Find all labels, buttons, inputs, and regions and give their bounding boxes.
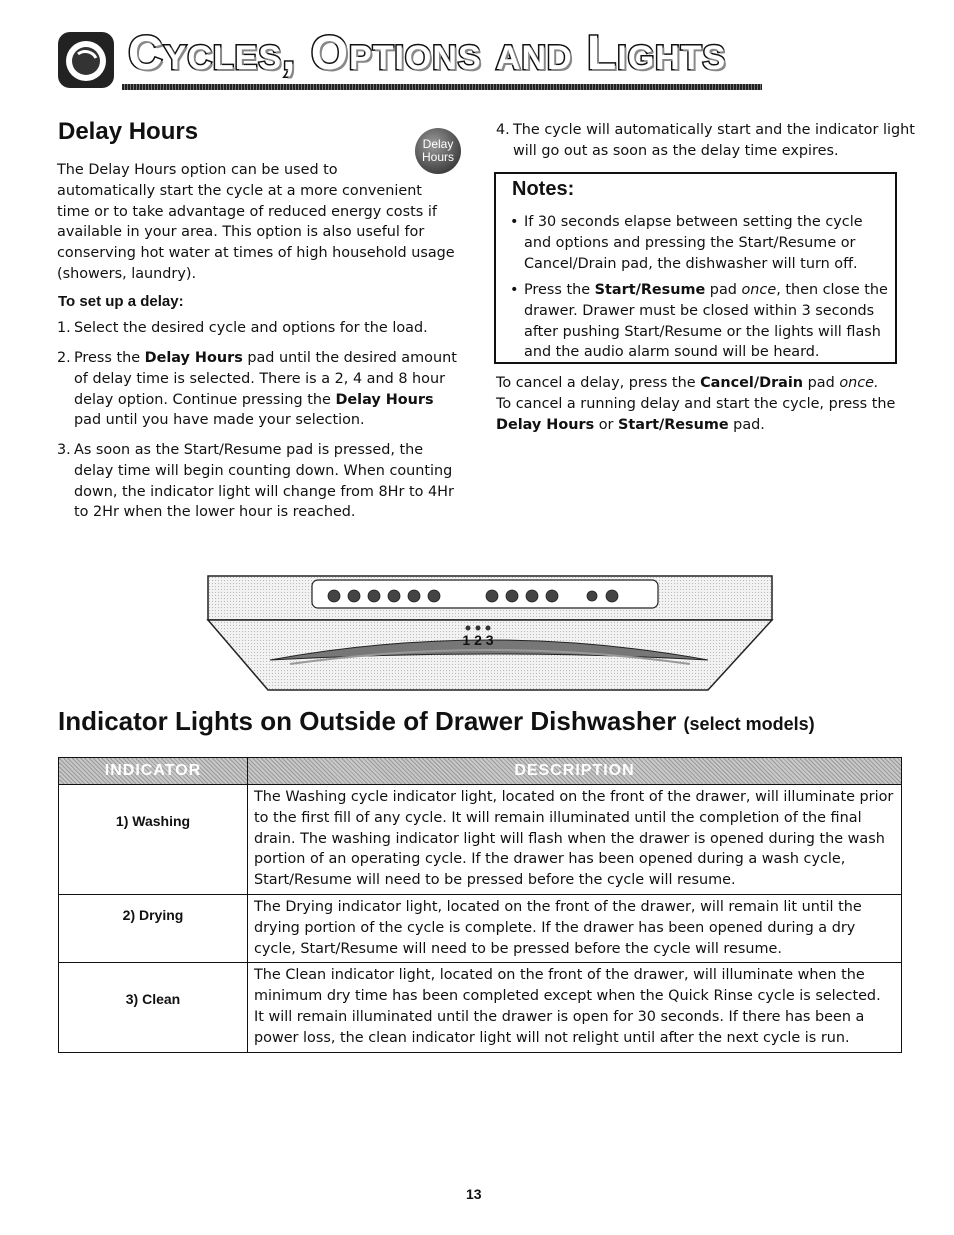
badge-line-2: Hours xyxy=(421,150,454,164)
indicator-name: 2) Drying xyxy=(59,894,248,962)
step-text-part: pad until you have made your selection. xyxy=(74,412,365,429)
indicator-title-text: Indicator Lights on Outside of Drawer Dishwasher xyxy=(58,706,677,736)
indicator-name: 3) Clean xyxy=(59,963,248,1052)
step-3 xyxy=(57,440,457,523)
step-number: 2. xyxy=(57,350,71,366)
step-text xyxy=(74,348,457,431)
step-text-bold: Delay Hours xyxy=(144,350,243,366)
indicator-lights-table xyxy=(58,757,902,1053)
bullet: • xyxy=(510,282,519,298)
indicator-lights-heading xyxy=(58,706,815,737)
section-icon xyxy=(56,30,116,90)
step-text: Select the desired cycle and options for the load. xyxy=(74,320,428,336)
cancel-delay-paragraph xyxy=(496,373,896,435)
note-text-part: , then close the drawer. Drawer must be closed within 3 seconds after pushing Start/Resume or the lights will flash and the audio alarm sound will be heard. xyxy=(524,282,888,361)
cancel-text-part: To cancel a running delay and start the cycle, press the xyxy=(496,395,896,412)
cancel-text-part: To cancel a delay, press the xyxy=(496,375,701,391)
intro-rest: automatically start the cycle at a more convenient time or to take advantage of reduced energy costs if available in your area. This option is also useful for conserving hot water at times of high household usage (showers, laundry). xyxy=(57,182,455,282)
step-number: 4. xyxy=(496,122,510,138)
cancel-text-part: pad. xyxy=(728,416,765,433)
delay-hours-intro xyxy=(57,160,457,285)
cancel-text-part: pad xyxy=(803,375,840,391)
note-item xyxy=(510,280,890,363)
title-rule xyxy=(122,84,762,90)
delay-hours-heading: Delay Hours xyxy=(58,118,199,145)
table-row xyxy=(59,785,902,895)
note-text-part: pad xyxy=(705,282,742,298)
step-number: 1. xyxy=(57,320,71,336)
cancel-text-bold: Cancel/Drain xyxy=(700,375,804,391)
step-text-bold: Delay Hours xyxy=(335,391,434,408)
cancel-text-bold: Start/Resume xyxy=(618,416,729,433)
indicator-light-numbers: 1 2 3 xyxy=(462,632,494,648)
page-title: Cycles, Options and Lights xyxy=(128,27,727,80)
note-text: If 30 seconds elapse between setting the cycle and options and pressing the Start/Resume or Cancel/Drain pad, the dishwasher will turn off. xyxy=(524,214,863,272)
indicator-description: The Clean indicator light, located on the front of the drawer, will illuminate when the minimum dry time has been completed except when the Quick Rinse cycle is selected. It will remain illuminated until the drawer is open for 30 seconds. If there has been a power loss, the clean indicator light will not relight until after the next cycle is run. xyxy=(248,963,902,1052)
note-text xyxy=(524,280,890,363)
table-header-row xyxy=(59,758,902,785)
intro-lead: The Delay Hours option can be used to xyxy=(57,162,338,178)
cancel-text-bold: Delay Hours xyxy=(496,416,595,433)
cancel-text-italic: once. xyxy=(839,375,879,391)
note-text-part: Press the xyxy=(524,282,595,298)
table-row xyxy=(59,963,902,1052)
note-text-bold: Start/Resume xyxy=(594,282,706,298)
indicator-subtitle: (select models) xyxy=(683,714,815,734)
note-item xyxy=(510,212,890,274)
badge-line-1: Delay xyxy=(422,137,454,151)
note-text-italic: once xyxy=(741,282,777,298)
indicator-description: The Washing cycle indicator light, located on the front of the drawer, will illuminate prior to the first fill of any cycle. It will remain illuminated until the completion of the final drain. The washing indicator light will flash when the drawer is opened during the wash portion of an operating cycle. If the drawer has been opened during a wash cycle, Start/Resume will need to be pressed before the cycle will resume. xyxy=(248,785,902,895)
drawer-dishwasher-illustration xyxy=(200,568,780,696)
column-header-description: DESCRIPTION xyxy=(248,758,902,785)
step-1 xyxy=(57,318,457,339)
indicator-description: The Drying indicator light, located on the front of the drawer, will remain lit until the drying portion of the cycle is complete. If the drawer has been opened during a dry cycle, Start/Resume will need to be pressed before the cycle will resume. xyxy=(248,894,902,962)
step-text: As soon as the Start/Resume pad is pressed, the delay time will begin counting down. When counting down, the indicator light will change from 8Hr to 4Hr to 2Hr when the lower hour is reached. xyxy=(74,442,454,521)
cancel-text-part: or xyxy=(594,416,619,433)
step-2 xyxy=(57,348,457,431)
page-number: 13 xyxy=(466,1186,482,1202)
step-text: The cycle will automatically start and the indicator light will go out as soon as the delay time expires. xyxy=(513,122,915,159)
step-text-part: Press the xyxy=(74,350,145,366)
column-header-indicator: INDICATOR xyxy=(59,758,248,785)
step-4 xyxy=(496,120,916,162)
table-row xyxy=(59,894,902,962)
setup-delay-heading: To set up a delay: xyxy=(58,293,184,310)
step-text-part: pad until the desired amount of delay time is selected. There is a 2, 4 and 8 hour delay option. Continue pressing the xyxy=(74,350,457,408)
bullet: • xyxy=(510,214,519,230)
step-number: 3. xyxy=(57,442,71,458)
indicator-name: 1) Washing xyxy=(59,785,248,895)
notes-heading: Notes: xyxy=(512,178,575,200)
